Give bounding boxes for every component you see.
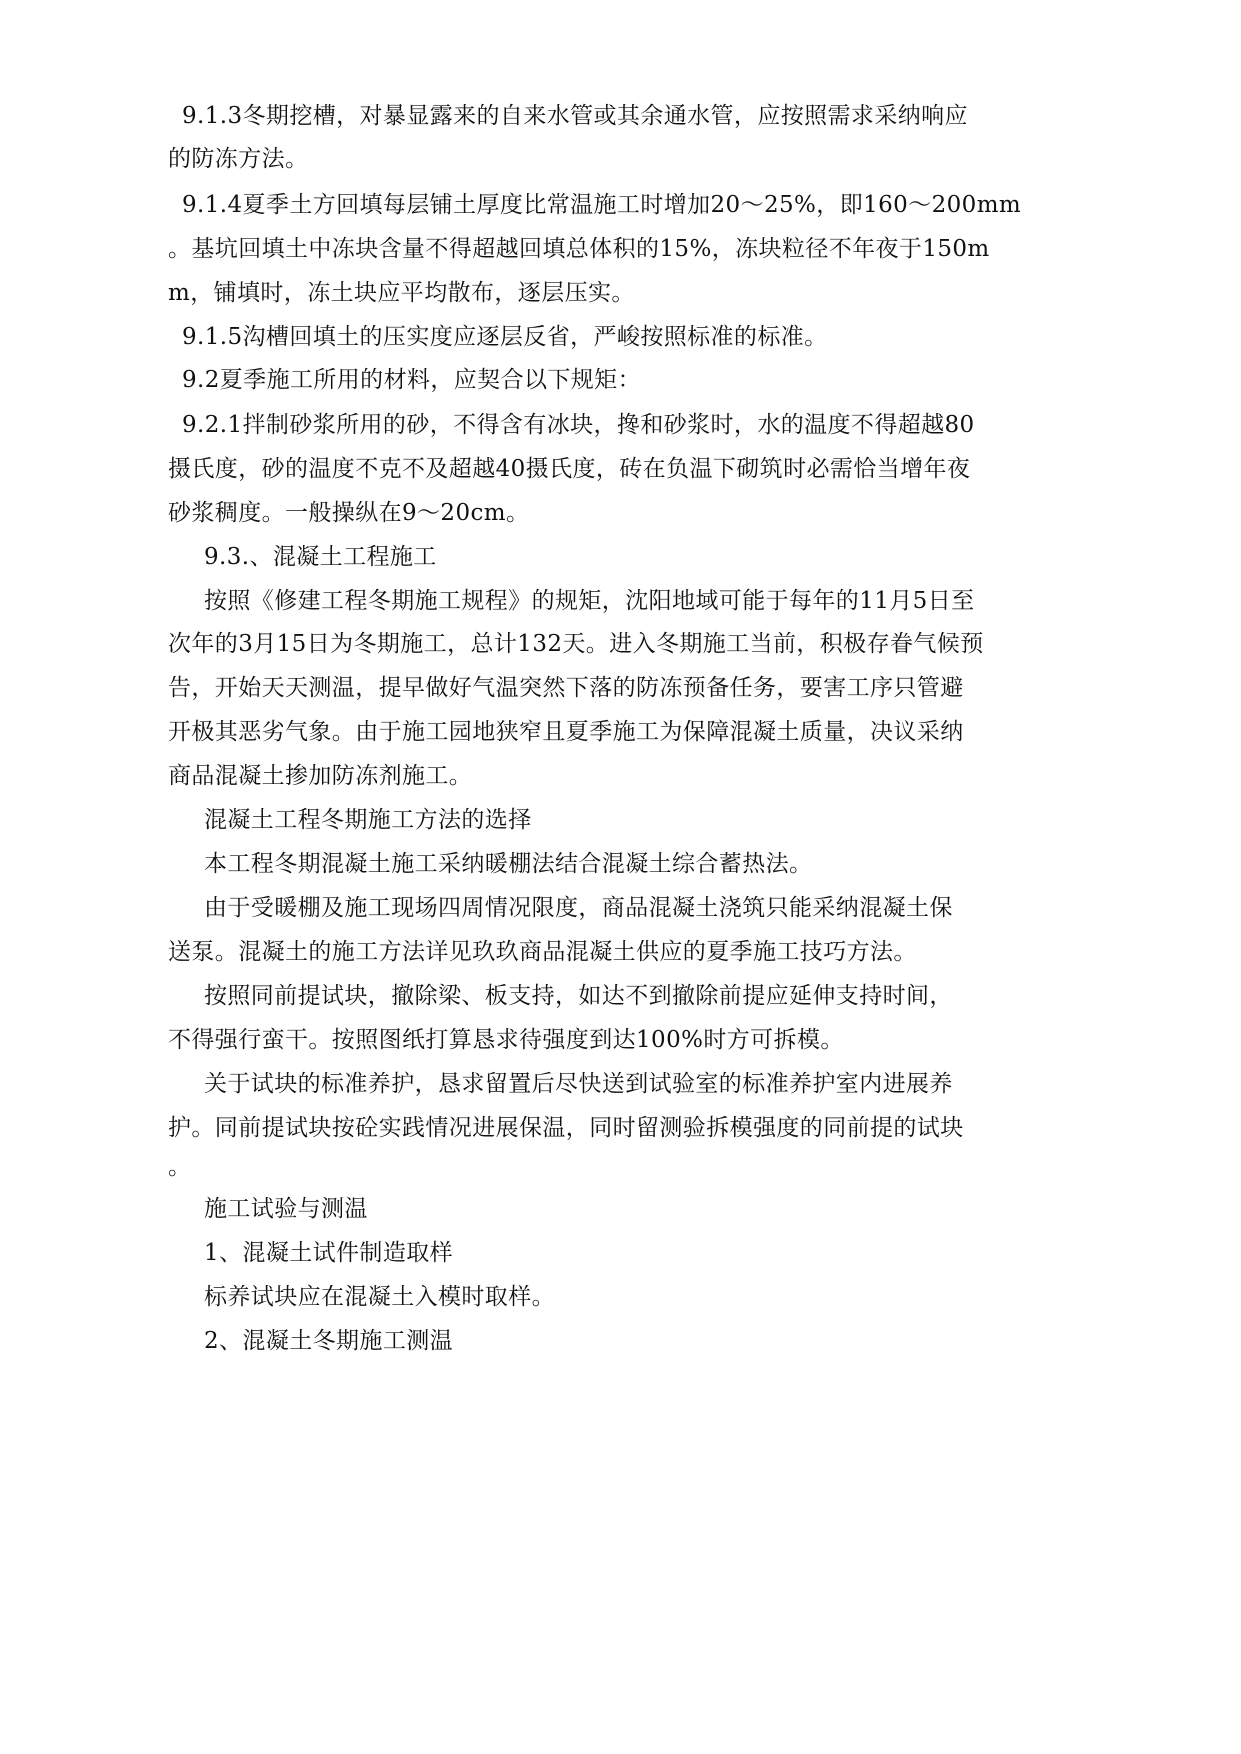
list-item: 1、混凝土试件制造取样	[204, 1240, 454, 1266]
text-line: 砂浆稠度。一般操纵在9～20cm。	[168, 500, 530, 526]
text-line: 的防冻方法。	[168, 146, 309, 172]
text-line: 次年的3月15日为冬期施工，总计132天。进入冬期施工当前，积极存眷气候预	[168, 631, 984, 657]
text-line: m，铺填时，冻土块应平均散布，逐层压实。	[168, 280, 635, 306]
text-line: 9.2.1拌制砂浆所用的砂，不得含有冰块，搀和砂浆时，水的温度不得超越80	[182, 412, 975, 438]
text-line: 由于受暖棚及施工现场四周情况限度，商品混凝土浇筑只能采纳混凝土保	[204, 895, 953, 921]
text-line: 按照同前提试块，撤除梁、板支持，如达不到撤除前提应延伸支持时间，	[204, 983, 953, 1009]
text-line: 本工程冬期混凝土施工采纳暖棚法结合混凝土综合蓄热法。	[204, 851, 813, 877]
text-line: 9.1.5沟槽回填土的压实度应逐层反省，严峻按照标准的标准。	[182, 324, 828, 350]
text-line: 商品混凝土掺加防冻剂施工。	[168, 763, 473, 789]
text-line: 9.1.3冬期挖槽，对暴显露来的自来水管或其余通水管，应按照需求采纳响应	[182, 103, 968, 129]
text-line: 告，开始天天测温，提早做好气温突然下落的防冻预备任务，要害工序只管避	[168, 675, 964, 701]
subsection-heading: 混凝土工程冬期施工方法的选择	[204, 807, 532, 833]
text-line: 送泵。混凝土的施工方法详见玖玖商品混凝土供应的夏季施工技巧方法。	[168, 939, 917, 965]
text-line: 9.1.4夏季土方回填每层铺土厚度比常温施工时增加20～25%，即160～200mm	[182, 192, 1022, 218]
text-line: 。基坑回填土中冻块含量不得超越回填总体积的15%，冻块粒径不年夜于150m	[168, 236, 990, 262]
text-line: 摄氏度，砂的温度不克不及超越40摄氏度，砖在负温下砌筑时必需恰当增年夜	[168, 456, 971, 482]
text-line: 标养试块应在混凝土入模时取样。	[204, 1284, 555, 1310]
text-line: 开极其恶劣气象。由于施工园地狭窄且夏季施工为保障混凝土质量，决议采纳	[168, 719, 964, 745]
text-line: 护。同前提试块按砼实践情况进展保温，同时留测验拆模强度的同前提的试块	[168, 1115, 964, 1141]
text-line: 关于试块的标准养护，恳求留置后尽快送到试验室的标准养护室内进展养	[204, 1071, 953, 1097]
section-heading: 9.3.、混凝土工程施工	[204, 544, 437, 570]
text-line: 不得强行蛮干。按照图纸打算恳求待强度到达100%时方可拆模。	[168, 1027, 844, 1053]
subsection-heading: 施工试验与测温	[204, 1196, 368, 1222]
text-line: 9.2夏季施工所用的材料，应契合以下规矩：	[182, 367, 641, 393]
text-line: 按照《修建工程冬期施工规程》的规矩，沈阳地域可能于每年的11月5日至	[204, 588, 975, 614]
text-line: 。	[168, 1154, 192, 1180]
list-item: 2、混凝土冬期施工测温	[204, 1328, 454, 1354]
